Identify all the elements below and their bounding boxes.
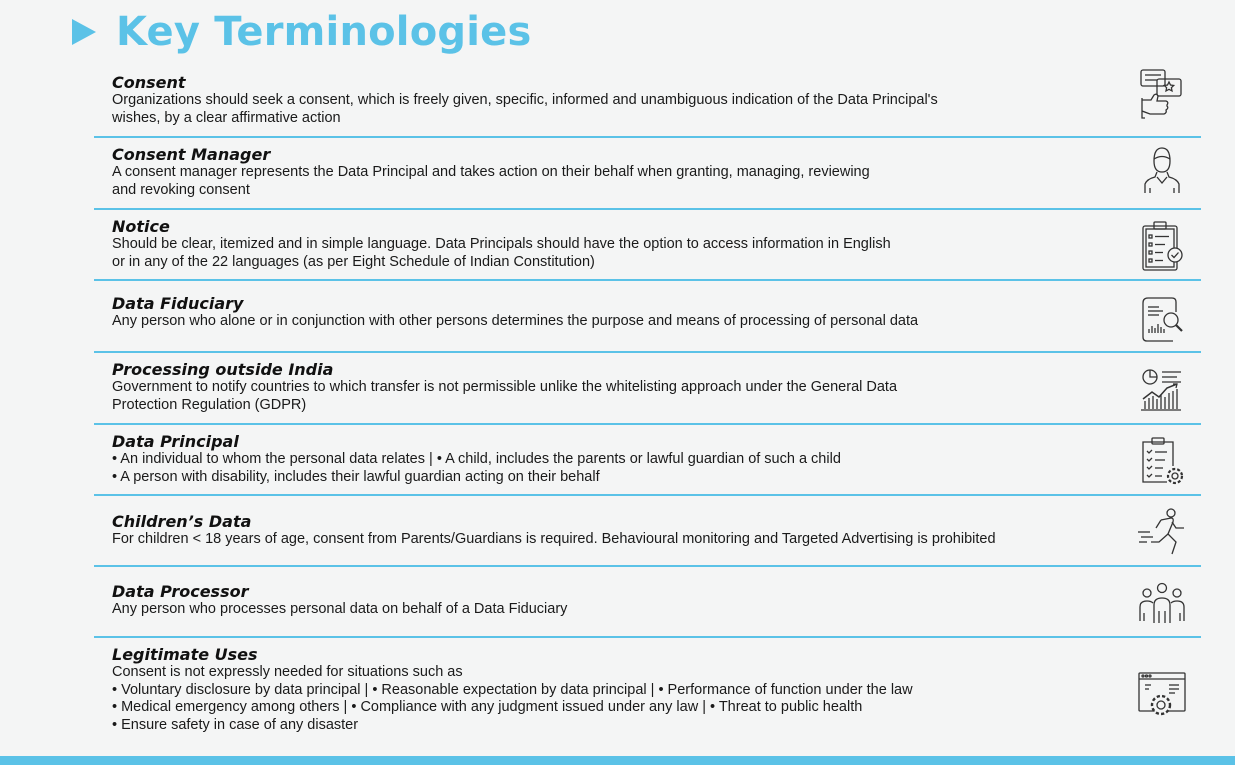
term-description: [112, 313, 1127, 331]
term-description: [112, 92, 1127, 127]
term-row-consent: [94, 66, 1201, 138]
term-row-childrens-data: [94, 496, 1201, 567]
description-line: • Ensure safety in case of any disaster: [112, 716, 359, 733]
term-title: Consent: [112, 73, 186, 92]
term-title: Data Processor: [112, 582, 249, 601]
feedback-chat-icon: [1135, 66, 1189, 120]
term-title: Consent Manager: [112, 145, 271, 164]
term-row-processing-outside-india: [94, 353, 1201, 425]
term-row-data-principal: [94, 425, 1201, 496]
clipboard-gear-icon: [1135, 435, 1189, 489]
term-description: [112, 451, 1127, 486]
description-line: Protection Regulation (GDPR): [112, 396, 307, 413]
term-row-notice: [94, 210, 1201, 281]
description-line: Organizations should seek a consent, which is freely given, specific, informed and unambiguous indication of the Data Principal's: [112, 92, 938, 108]
term-description: [112, 664, 1127, 734]
description-line: Any person who processes personal data on behalf of a Data Fiduciary: [112, 601, 568, 617]
description-line: or in any of the 22 languages (as per Eight Schedule of Indian Constitution): [112, 253, 595, 270]
description-line: wishes, by a clear affirmative action: [112, 109, 341, 126]
term-title: Children’s Data: [112, 512, 252, 531]
description-line: For children < 18 years of age, consent from Parents/Guardians is required. Behavioural monitoring and Targeted Advertising is prohibited: [112, 531, 996, 547]
running-person-icon: [1135, 506, 1189, 560]
person-icon: [1135, 144, 1189, 198]
document-magnifier-icon: [1135, 293, 1189, 347]
description-line: • An individual to whom the personal data relates | • A child, includes the parents or lawful guardian of such a child: [112, 451, 841, 467]
description-line: Government to notify countries to which transfer is not permissible unlike the whitelisting approach under the General Data: [112, 379, 898, 395]
play-triangle-icon: [72, 19, 96, 45]
description-line: • A person with disability, includes their lawful guardian acting on their behalf: [112, 468, 600, 485]
term-description: [112, 601, 1127, 619]
clipboard-checklist-icon: [1135, 220, 1189, 274]
analytics-chart-icon: [1135, 363, 1189, 417]
description-line: A consent manager represents the Data Principal and takes action on their behalf when granting, managing, reviewing: [112, 164, 870, 180]
term-title: Data Fiduciary: [112, 294, 244, 313]
description-line: Any person who alone or in conjunction with other persons determines the purpose and means of processing of personal data: [112, 313, 919, 329]
description-line: Should be clear, itemized and in simple language. Data Principals should have the option to access information in English: [112, 236, 891, 252]
header: [72, 4, 531, 60]
term-title: Legitimate Uses: [112, 645, 258, 664]
page-title: Key Terminologies: [116, 9, 532, 55]
terminology-list: [94, 66, 1201, 746]
term-title: Data Principal: [112, 432, 239, 451]
bottom-accent-bar: [0, 756, 1235, 765]
description-line: and revoking consent: [112, 181, 250, 198]
group-people-icon: [1135, 577, 1189, 631]
description-line: • Medical emergency among others | • Compliance with any judgment issued under any law | • Threat to public health: [112, 699, 863, 715]
term-description: [112, 379, 1127, 414]
term-row-consent-manager: [94, 138, 1201, 210]
term-row-data-processor: [94, 567, 1201, 638]
term-description: [112, 531, 1127, 549]
description-line: Consent is not expressly needed for situations such as: [112, 664, 463, 680]
description-line: • Voluntary disclosure by data principal | • Reasonable expectation by data principal | • Performance of function under the law: [112, 681, 913, 698]
browser-gear-icon: [1135, 668, 1189, 722]
term-row-legitimate-uses: [94, 638, 1201, 746]
term-row-data-fiduciary: [94, 281, 1201, 353]
term-title: Processing outside India: [112, 360, 334, 379]
term-title: Notice: [112, 217, 170, 236]
term-description: [112, 164, 1127, 199]
term-description: [112, 236, 1127, 271]
